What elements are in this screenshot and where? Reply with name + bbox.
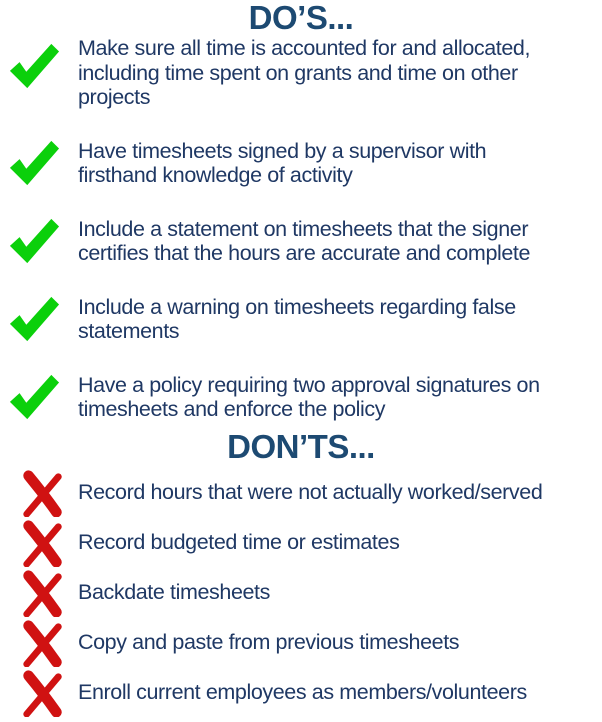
do-item-text <box>78 36 530 110</box>
dont-item <box>20 568 602 618</box>
text-line: firsthand knowledge of activity <box>78 163 353 187</box>
check-icon <box>8 139 60 187</box>
text-line: statements <box>78 319 180 343</box>
dont-item-text <box>78 530 399 555</box>
do-item-text <box>78 373 540 422</box>
cross-icon <box>20 619 66 667</box>
dont-item <box>20 468 602 518</box>
check-icon <box>8 42 60 90</box>
dont-item-text <box>78 630 459 655</box>
do-item-text <box>78 295 516 344</box>
text-line: Include a statement on timesheets that the signer <box>78 216 529 241</box>
check-icon <box>8 373 60 421</box>
cross-icon <box>20 569 66 617</box>
do-item-text <box>78 139 486 188</box>
text-line: certifies that the hours are accurate and complete <box>78 241 531 265</box>
dos-title: DO’S... <box>248 0 354 36</box>
do-item-text <box>78 217 530 266</box>
text-line: Make sure all time is accounted for and allocated, <box>78 36 531 60</box>
text-line: Backdate timesheets <box>78 580 270 605</box>
cross-icon <box>20 469 66 517</box>
do-item <box>8 217 602 266</box>
check-icon <box>8 295 60 343</box>
text-line: Record budgeted time or estimates <box>78 530 400 555</box>
text-line: including time spent on grants and time on other <box>78 60 518 85</box>
dont-item <box>20 518 602 568</box>
donts-list <box>0 468 602 718</box>
text-line: Have timesheets signed by a supervisor with <box>78 138 487 163</box>
text-line: timesheets and enforce the policy <box>78 397 386 421</box>
check-icon <box>8 217 60 265</box>
cross-icon <box>20 669 66 717</box>
dont-item-text <box>78 680 527 705</box>
dont-item <box>20 668 602 718</box>
text-line: Copy and paste from previous timesheets <box>78 630 460 655</box>
dont-item-text <box>78 480 542 505</box>
donts-title: DON’TS... <box>227 427 375 465</box>
text-line: Include a warning on timesheets regarding false <box>78 294 516 319</box>
text-line: Enroll current employees as members/volunteers <box>78 680 527 705</box>
dont-item <box>20 618 602 668</box>
do-item <box>8 36 602 110</box>
text-line: Have a policy requiring two approval signatures on <box>78 372 540 397</box>
dont-item-text <box>78 580 270 605</box>
text-line: projects <box>78 85 151 109</box>
do-item <box>8 295 602 344</box>
cross-icon <box>20 519 66 567</box>
text-line: Record hours that were not actually worked/served <box>78 480 543 505</box>
do-item <box>8 139 602 188</box>
do-item <box>8 373 602 422</box>
dos-list <box>0 36 602 422</box>
